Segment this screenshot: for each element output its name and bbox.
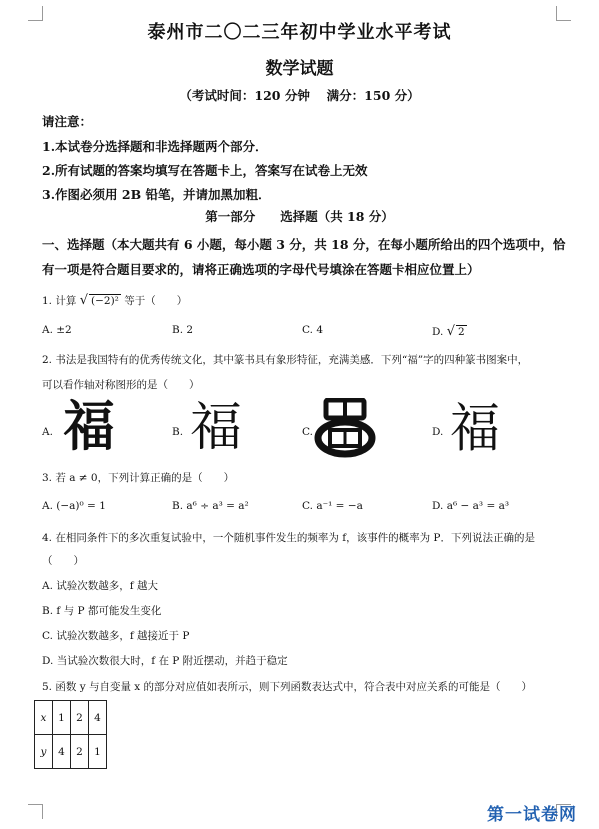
question-5-stem: 5. 函数 y 与自变量 x 的部分对应值如表所示，则下列函数表达式中，符合表中对应关系的可能是（ ） [42,681,533,693]
question-4-option-d: D. 当试验次数很大时，f 在 P 附近摆动，并趋于稳定 [42,655,288,667]
seal-script-fu-d-image: 福 [450,397,500,459]
table-cell: 4 [89,701,107,735]
seal-script-fu-a-image: 福 [63,394,115,458]
question-4-line-1: 4. 在相同条件下的多次重复试验中，一个随机事件发生的频率为 f，该事件的概率为 P．下列说法正确的是 [42,532,535,544]
sqrt-symbol: √ [79,293,88,308]
question-4-option-b: B. f 与 P 都可能发生变化 [42,605,162,617]
question-4-option-a: A. 试验次数越多，f 越大 [42,580,158,592]
notice-heading: 请注意： [42,114,93,129]
question-1-option-d [432,324,467,339]
question-4-option-c: C. 试验次数越多，f 越接近于 P [42,630,190,642]
question-1-option-d-label: D. [432,326,444,338]
sqrt-symbol: √ [446,324,456,339]
question-2-option-d-label: D. [432,426,444,438]
crop-mark-bottom-left [28,804,43,819]
seal-script-fu-c-image [312,398,378,458]
part-instructions-line-1: 一、选择题（本大题共有 6 小题，每小题 3 分，共 18 分，在每小题所给出的四个选项中，恰 [42,237,566,252]
notice-item-1: 1.本试卷分选择题和非选择题两个部分． [42,139,268,154]
table-cell: 1 [53,701,71,735]
question-3-option-c: C. a⁻¹ = −a [302,500,363,512]
exam-title: 泰州市二〇二三年初中学业水平考试 [147,22,452,43]
question-1-stem [42,293,187,308]
question-2-option-b-label: B. [172,426,184,438]
question-3-option-b: B. a⁶ ÷ a³ = a² [172,500,249,512]
question-1-suffix: 等于（ ） [124,295,188,307]
question-1-option-a: A. ±2 [42,324,72,336]
notice-item-3: 3.作图必须用 2B 铅笔，并请加黑加粗． [42,187,271,202]
question-1-radicand: (−2)² [91,295,119,307]
question-2-line-2: 可以看作轴对称图形的是（ ） [42,379,200,391]
question-1-option-b: B. 2 [172,324,194,336]
table-row-y [35,735,107,769]
table-cell: 4 [53,735,71,769]
question-3-option-a: A. (−a)⁰ = 1 [42,500,106,512]
question-1-prefix: 1. 计算 [42,295,77,307]
question-1-option-d-radicand: 2 [458,326,465,338]
notice-item-2: 2.所有试题的答案均填写在答题卡上，答案写在试卷上无效 [42,163,368,178]
table-cell: 1 [89,735,107,769]
section-title: 第一部分 选择题（共 18 分） [205,209,394,224]
question-3-stem: 3. 若 a ≠ 0，下列计算正确的是（ ） [42,472,235,484]
watermark-logo: 第一试卷网 [487,805,577,825]
question-5-value-table [34,700,107,769]
question-2-option-c-label: C. [302,426,313,438]
table-cell-y-label: y [35,735,53,769]
seal-script-fu-b-image: 福 [190,398,243,458]
table-cell: 2 [71,735,89,769]
question-4-line-2: （ ） [42,555,84,567]
exam-info: （考试时间：120 分钟 满分：150 分） [179,88,420,103]
question-1-option-c: C. 4 [302,324,324,336]
question-3-option-d: D. a⁶ − a³ = a³ [432,500,510,512]
table-row-x [35,701,107,735]
question-2-option-a-label: A. [42,426,53,438]
question-2-line-1: 2. 书法是我国特有的优秀传统文化，其中篆书具有象形特征，充满美感．下列“福”字的四种篆书图案中， [42,354,529,366]
table-cell-x-label: x [35,701,53,735]
table-cell: 2 [71,701,89,735]
part-instructions-line-2: 有一项是符合题目要求的，请将正确选项的字母代号填涂在答题卡相应位置上） [42,262,480,277]
subject-title: 数学试题 [265,59,334,79]
